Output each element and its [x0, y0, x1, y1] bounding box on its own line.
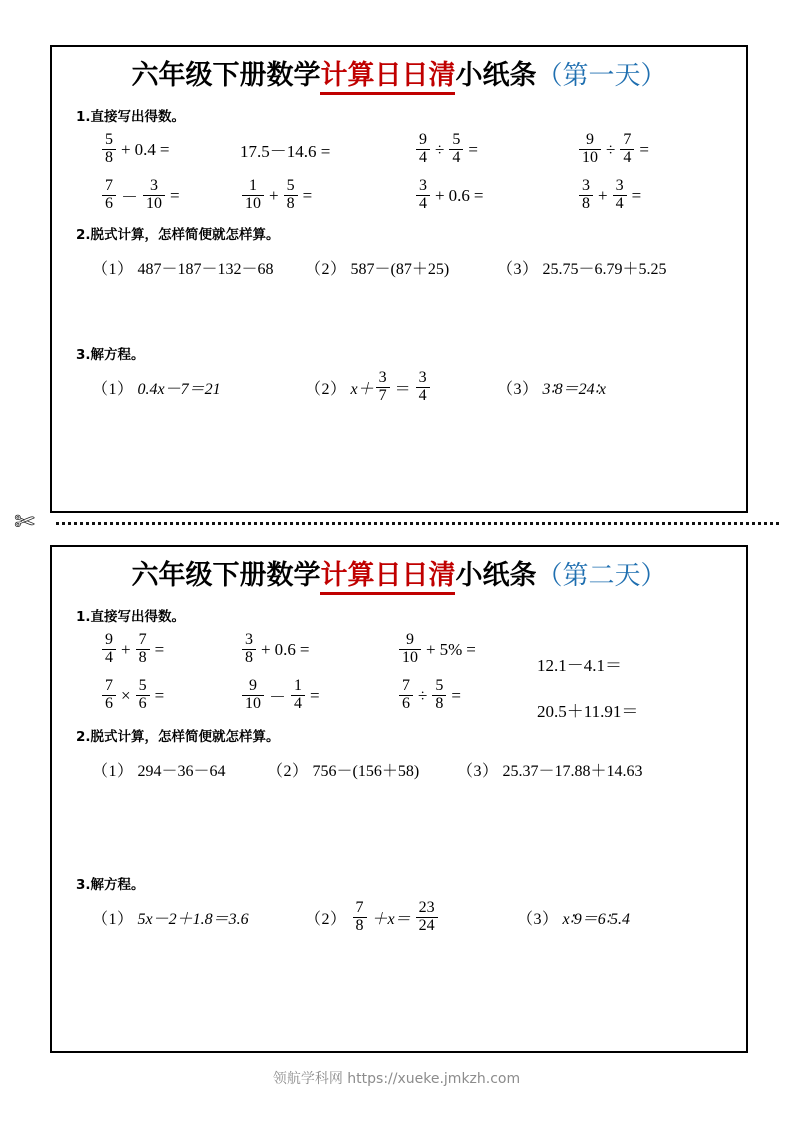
exercise-row: [52, 173, 746, 219]
equals-sign: =: [451, 685, 461, 705]
fraction: $\frac{7}{4}$: [620, 132, 634, 167]
equation-item: [305, 895, 440, 941]
equation-expression: 3∶8＝24∶x: [542, 381, 606, 399]
title-segment-day: （第一天）: [536, 61, 667, 91]
equation-item: [517, 895, 630, 941]
fraction: $\frac{3}{8}$: [242, 632, 256, 667]
problem-number: （1）: [92, 261, 134, 279]
worksheet-title-day-2: [52, 559, 746, 593]
equals-sign: =: [154, 639, 165, 659]
operator: －: [269, 688, 286, 708]
exercise-item: [577, 173, 644, 219]
exercise-item: [414, 127, 481, 173]
equation-number: （3）: [517, 911, 559, 929]
problem-expression: 25.75－6.79＋5.25: [542, 261, 667, 279]
footer-watermark: 领航学科网 https://xueke.jmkzh.com: [272, 1071, 521, 1087]
fraction: $\frac{5}{8}$: [284, 178, 298, 213]
fraction: $\frac{7}{6}$: [102, 178, 116, 213]
title-segment-suffix: 小纸条: [455, 560, 537, 591]
operator: ÷: [418, 685, 428, 705]
problem-expression: 294－36－64: [137, 763, 226, 781]
problem-number: （3）: [457, 763, 499, 781]
fraction: $\frac{9}{10}$: [242, 678, 264, 713]
fraction: $\frac{5}{8}$: [432, 678, 446, 713]
equals-sign: =: [154, 685, 165, 705]
problem-number: （3）: [497, 261, 539, 279]
exercise-row: [52, 673, 746, 722]
cut-line: [14, 508, 779, 538]
operator: ÷: [435, 139, 445, 159]
equals-sign: =: [639, 139, 649, 159]
fraction: $\frac{9}{4}$: [102, 632, 116, 667]
expression: 20.5＋11.91＝: [537, 702, 639, 722]
section-heading-2-day-1: 2.脱式计算，怎样简便就怎样算。: [76, 226, 280, 243]
section-heading-3-day-2: 3.解方程。: [76, 876, 145, 893]
fraction: $\frac{7}{6}$: [102, 678, 116, 713]
operand: 0.6: [274, 639, 296, 659]
problem-item: [305, 245, 449, 291]
equation-lead: x＋: [350, 381, 374, 399]
equals-sign: =: [299, 639, 310, 659]
equals-sign: =: [159, 139, 170, 159]
fraction: $\frac{3}{10}$: [143, 178, 165, 213]
fraction: $\frac{3}{4}$: [416, 370, 430, 405]
exercise-row: [52, 127, 746, 173]
problem-item: [92, 747, 226, 793]
equation-expression: x∶9＝6∶5.4: [562, 911, 630, 929]
exercise-item: [240, 627, 312, 673]
exercise-item: [397, 673, 464, 719]
operand: 0.4: [134, 139, 156, 159]
equation-row: [52, 365, 746, 411]
operator: +: [435, 185, 445, 205]
equation-item: [92, 895, 249, 941]
operator: +: [269, 185, 279, 205]
problem-expression: 25.37－17.88＋14.63: [502, 763, 643, 781]
operand: 0.6: [448, 185, 470, 205]
exercise-item: [240, 173, 315, 219]
title-segment-grade: 六年级下册数学: [131, 60, 321, 91]
equation-expression: 0.4x－7＝21: [137, 381, 221, 399]
section-heading-3-day-1: 3.解方程。: [76, 346, 145, 363]
exercise-item: [100, 173, 183, 219]
exercise-item: [100, 627, 167, 673]
fraction: $\frac{1}{10}$: [242, 178, 264, 213]
problem-expression: 756－(156＋58): [312, 763, 420, 781]
operator: +: [121, 139, 131, 159]
fraction: $\frac{5}{8}$: [102, 132, 116, 167]
equation-number: （1）: [92, 911, 134, 929]
fraction: $\frac{1}{4}$: [291, 678, 305, 713]
equation-item: [92, 365, 221, 411]
section-heading-2-day-2: 2.脱式计算，怎样简便就怎样算。: [76, 728, 280, 745]
equals-sign: =: [310, 685, 320, 705]
operator: －: [121, 188, 138, 208]
equation-expression: 5x－2＋1.8＝3.6: [137, 911, 249, 929]
exercise-item: [537, 687, 638, 733]
exercise-item: [100, 673, 167, 719]
problem-expression: 587－(87＋25): [350, 261, 450, 279]
operator: ×: [121, 685, 131, 705]
operator: ÷: [606, 139, 616, 159]
fraction: $\frac{3}{8}$: [579, 178, 593, 213]
equation-row: [52, 895, 746, 941]
operator: +: [598, 185, 608, 205]
problem-row: [52, 747, 746, 793]
worksheet-day-2: [50, 545, 748, 1053]
cut-line-dashes: [56, 522, 779, 525]
fraction: $\frac{3}{4}$: [613, 178, 627, 213]
problem-number: （2）: [267, 763, 309, 781]
fraction: $\frac{5}{6}$: [136, 678, 150, 713]
fraction: $\frac{7}{6}$: [399, 678, 413, 713]
equals-sign: =: [466, 639, 476, 659]
exercise-item: [577, 127, 652, 173]
section-heading-1-day-2: 1.直接写出得数。: [76, 608, 186, 625]
fraction: $\frac{23}{24}$: [416, 900, 438, 935]
title-segment-suffix: 小纸条: [455, 60, 537, 91]
equals-sign: ＋x＝: [371, 911, 411, 929]
title-segment-highlight: 计算日日清: [320, 560, 455, 595]
equals-sign: =: [631, 185, 642, 205]
operator: +: [261, 639, 271, 659]
exercise-item: [240, 673, 323, 719]
problem-row: [52, 245, 746, 291]
exercise-item: [100, 127, 172, 173]
equals-sign: =: [473, 185, 484, 205]
problem-item: [457, 747, 643, 793]
worksheet-title-day-1: [52, 59, 746, 93]
expression: 12.1－4.1＝: [537, 656, 622, 676]
equation-number: （2）: [305, 911, 347, 929]
equals-sign: =: [170, 185, 180, 205]
fraction: $\frac{9}{4}$: [416, 132, 430, 167]
exercise-item: [240, 127, 330, 173]
worksheet-day-1: [50, 45, 748, 513]
equals-sign: =: [468, 139, 478, 159]
problem-expression: 487－187－132－68: [137, 261, 274, 279]
fraction: $\frac{9}{10}$: [579, 132, 601, 167]
section-heading-1-day-1: 1.直接写出得数。: [76, 108, 186, 125]
equation-item: [497, 365, 606, 411]
exercise-item: [397, 627, 479, 673]
equals-sign: =: [302, 185, 313, 205]
equation-number: （3）: [497, 381, 539, 399]
title-segment-grade: 六年级下册数学: [131, 560, 321, 591]
scissors-icon: ✄: [14, 507, 35, 536]
expression: 17.5－14.6 =: [240, 142, 331, 162]
equals-sign: ＝: [394, 381, 411, 399]
operator: +: [121, 639, 131, 659]
title-segment-highlight: 计算日日清: [320, 60, 455, 95]
equation-number: （1）: [92, 381, 134, 399]
fraction: $\frac{7}{8}$: [353, 900, 367, 935]
exercise-item: [414, 173, 486, 219]
equation-number: （2）: [305, 381, 347, 399]
problem-item: [497, 245, 667, 291]
problem-item: [92, 245, 274, 291]
problem-number: （2）: [305, 261, 347, 279]
operator: +: [426, 639, 436, 659]
fraction: $\frac{5}{4}$: [449, 132, 463, 167]
fraction: $\frac{7}{8}$: [136, 632, 150, 667]
problem-item: [267, 747, 419, 793]
fraction: $\frac{3}{4}$: [416, 178, 430, 213]
operand: 5%: [439, 639, 463, 659]
equation-item: [305, 365, 432, 411]
problem-number: （1）: [92, 763, 134, 781]
fraction: $\frac{3}{7}$: [376, 370, 390, 405]
exercise-row: [52, 627, 746, 676]
title-segment-day: （第二天）: [536, 561, 667, 591]
fraction: $\frac{9}{10}$: [399, 632, 421, 667]
